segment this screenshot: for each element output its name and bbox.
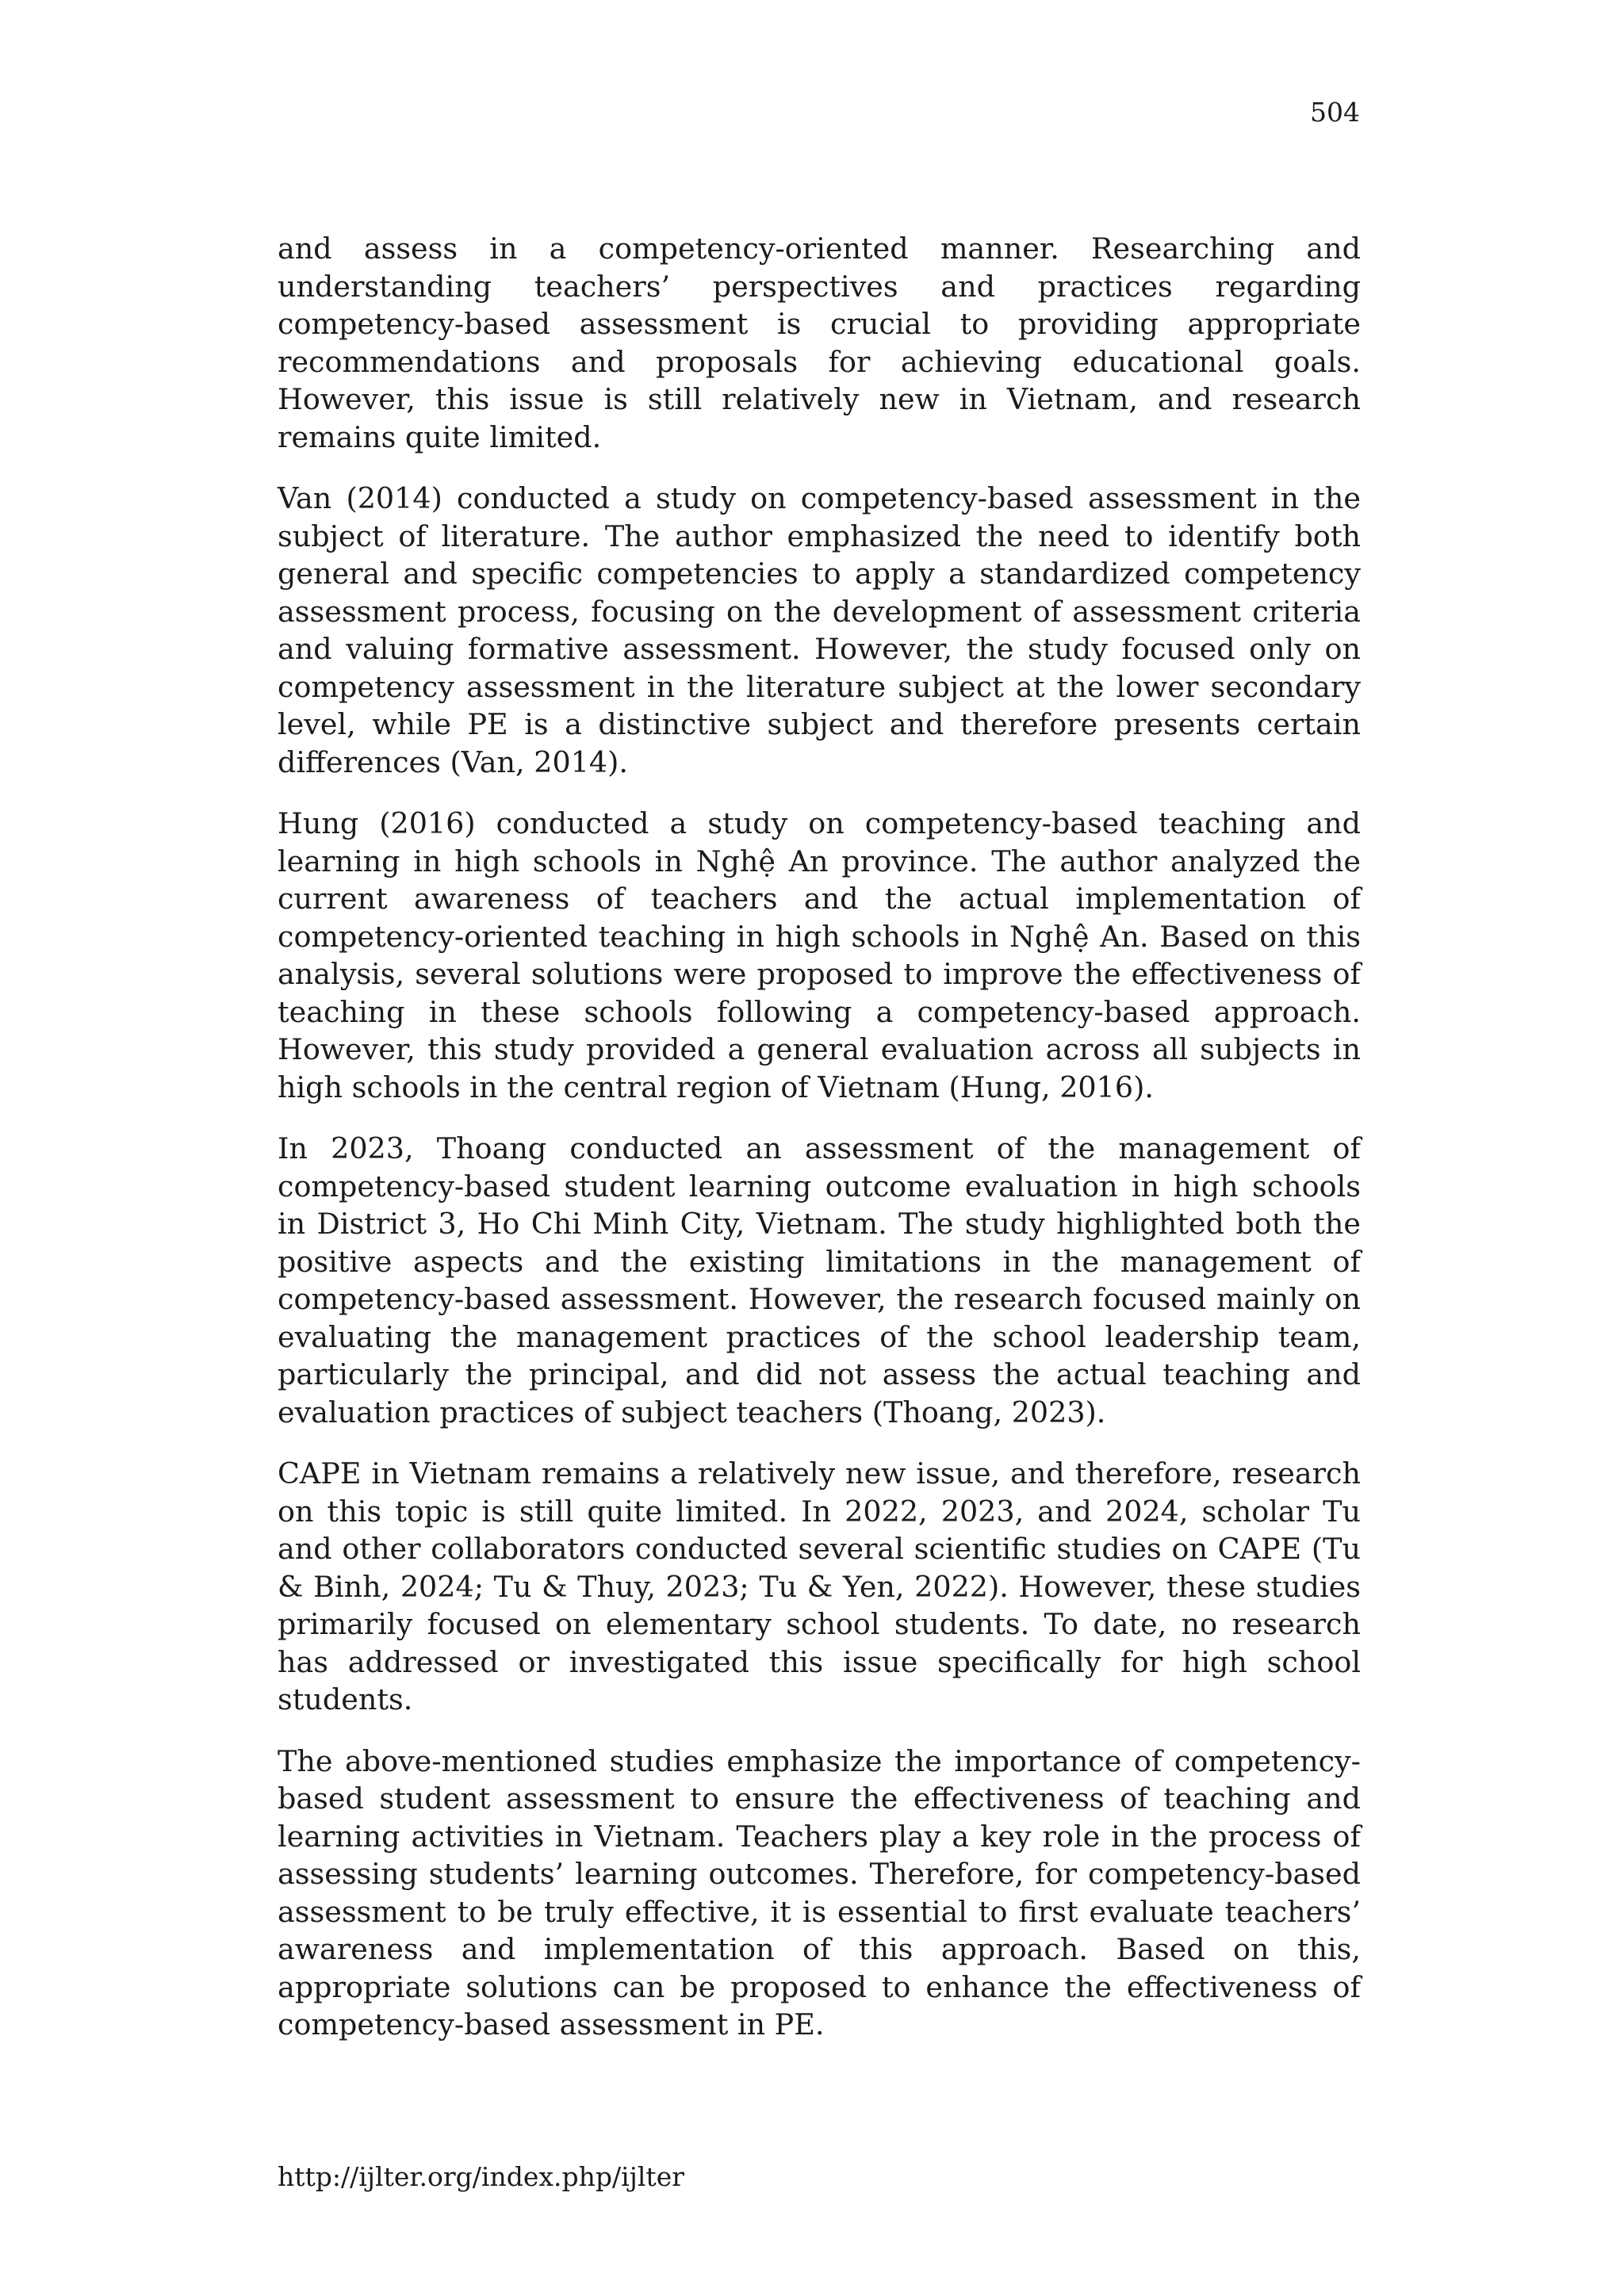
page-number: 504	[1310, 97, 1360, 128]
paragraph-summary: The above-mentioned studies emphasize the importance of competency-based student assessment to ensure the effectiveness of teaching and learning activities in Vietnam. Teachers play a key role in the process of assessing students’ learning outcomes. Therefore, for competency-based assessment to be truly effective, it is essential to first evaluate teachers’ awareness and implementation of this approach. Based on this, appropriate solutions can be proposed to enhance the effectiveness of competency-based assessment in PE.	[278, 1743, 1361, 2042]
paragraph-cape-vietnam: CAPE in Vietnam remains a relatively new issue, and therefore, research on this topic is still quite limited. In 2022, 2023, and 2024, scholar Tu and other collaborators conducted several scientific studies on CAPE (Tu & Binh, 2024; Tu & Thuy, 2023; Tu & Yen, 2022). However, these studies primarily focused on elementary school students. To date, no research has addressed or investigated this issue specifically for high school students.	[278, 1456, 1361, 1716]
footer-url: http://ijlter.org/index.php/ijlter	[278, 2161, 684, 2192]
paragraph-thoang-2023: In 2023, Thoang conducted an assessment of the management of competency-based student learning outcome evaluation in high schools in District 3, Ho Chi Minh City, Vietnam. The study highlighted both the positive aspects and the existing limitations in the management of competency-based assessment. However, the research focused mainly on evaluating the management practices of the school leadership team, particularly the principal, and did not assess the actual teaching and evaluation practices of subject teachers (Thoang, 2023).	[278, 1131, 1361, 1429]
paragraph-van-2014: Van (2014) conducted a study on competency-based assessment in the subject of literature. The author emphasized the need to identify both general and specific competencies to apply a standardized competency assessment process, focusing on the development of assessment criteria and valuing formative assessment. However, the study focused only on competency assessment in the literature subject at the lower secondary level, while PE is a distinctive subject and therefore presents certain differences (Van, 2014).	[278, 481, 1361, 779]
body-text	[278, 230, 1361, 2068]
paragraph-intro-continuation: and assess in a competency-oriented manner. Researching and understanding teachers’ perspectives and practices regarding competency-based assessment is crucial to providing appropriate recommendations and proposals for achieving educational goals. However, this issue is still relatively new in Vietnam, and research remains quite limited.	[278, 232, 1361, 454]
paragraph-hung-2016: Hung (2016) conducted a study on competency-based teaching and learning in high schools in Nghệ An province. The author analyzed the current awareness of teachers and the actual implementation of competency-oriented teaching in high schools in Nghệ An. Based on this analysis, several solutions were proposed to improve the effectiveness of teaching in these schools following a competency-based approach. However, this study provided a general evaluation across all subjects in high schools in the central region of Vietnam (Hung, 2016).	[278, 806, 1361, 1104]
